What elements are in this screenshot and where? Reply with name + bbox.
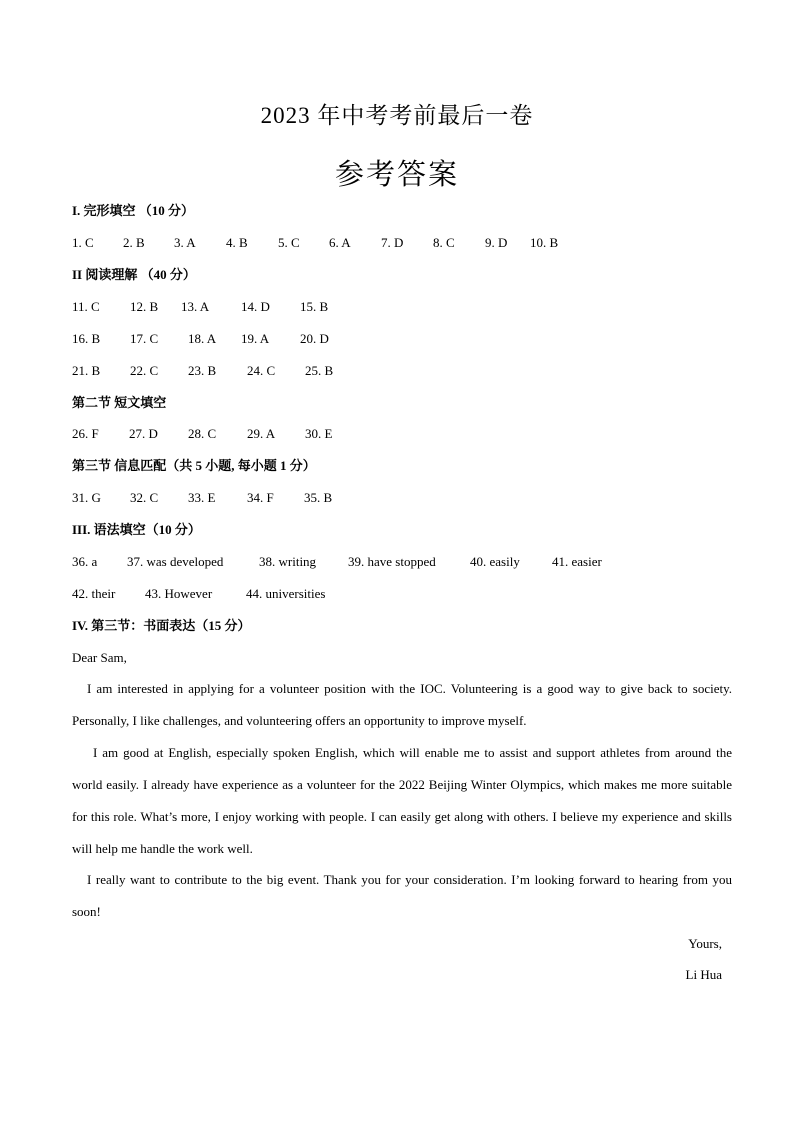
letter-paragraph-2: I am good at English, especially spoken English, which will enable me to assist and support athletes from around the world easily. I already have experience as a volunteer for the 2022 Beijing Winter Olympics, which makes me more suitable for this role. What’s more, I enjoy working with people. I can easily get along with others. I believe my experience and skills will help me handle the work well. <box>72 745 732 856</box>
letter-paragraph-1: I am interested in applying for a volunteer position with the IOC. Volunteering is a good way to give back to society. Personally, I like challenges, and volunteering offers an opportunity to improve myself. <box>72 681 732 728</box>
section-heading-grammar-fill: III. 语法填空（10 分） <box>72 522 201 537</box>
letter-greeting: Dear Sam, <box>72 650 127 665</box>
answer-item: 14. D <box>241 299 270 314</box>
answer-item: 29. A <box>247 426 276 441</box>
answer-item: 10. B <box>530 235 559 250</box>
answer-item: 8. C <box>433 235 455 250</box>
section-heading-reading: II 阅读理解 （40 分） <box>72 267 196 282</box>
answer-item: 30. E <box>305 426 333 441</box>
answer-item: 38. writing <box>259 554 317 569</box>
answer-item: 40. easily <box>470 554 520 569</box>
answer-item: 42. their <box>72 586 116 601</box>
answer-item: 43. However <box>145 586 213 601</box>
answer-item: 20. D <box>300 331 329 346</box>
letter-signature: Li Hua <box>685 967 722 982</box>
answer-item: 6. A <box>329 235 351 250</box>
answer-item: 19. A <box>241 331 270 346</box>
answer-item: 33. E <box>188 490 216 505</box>
answer-item: 41. easier <box>552 554 602 569</box>
answer-item: 37. was developed <box>127 554 224 569</box>
answer-item: 24. C <box>247 363 276 378</box>
answer-item: 1. C <box>72 235 94 250</box>
answer-item: 28. C <box>188 426 217 441</box>
answer-item: 31. G <box>72 490 101 505</box>
document-title: 2023 年中考考前最后一卷 <box>260 103 534 128</box>
answer-item: 26. F <box>72 426 99 441</box>
answer-item: 3. A <box>174 235 196 250</box>
document-subtitle: 参考答案 <box>334 159 459 191</box>
answer-item: 39. have stopped <box>348 554 436 569</box>
answer-item: 5. C <box>278 235 300 250</box>
answer-item: 27. D <box>129 426 158 441</box>
answer-item: 17. C <box>130 331 159 346</box>
answer-item: 7. D <box>381 235 404 250</box>
answer-item: 34. F <box>247 490 274 505</box>
section-heading-writing: IV. 第三节：书面表达（15 分） <box>72 618 251 633</box>
answer-item: 13. A <box>181 299 210 314</box>
section-heading-info-matching: 第三节 信息匹配（共 5 小题, 每小题 1 分） <box>72 458 316 473</box>
answer-item: 11. C <box>72 299 100 314</box>
section-heading-passage-fill: 第二节 短文填空 <box>72 395 167 410</box>
answer-item: 23. B <box>188 363 217 378</box>
answer-item: 16. B <box>72 331 101 346</box>
answer-item: 21. B <box>72 363 101 378</box>
letter-closing: Yours, <box>688 936 722 951</box>
answer-item: 22. C <box>130 363 159 378</box>
answer-item: 36. a <box>72 554 98 569</box>
answer-item: 44. universities <box>246 586 326 601</box>
section-heading-cloze: I. 完形填空 （10 分） <box>72 203 195 218</box>
answer-item: 15. B <box>300 299 329 314</box>
answer-item: 9. D <box>485 235 508 250</box>
answer-item: 18. A <box>188 331 217 346</box>
answer-item: 4. B <box>226 235 248 250</box>
answer-item: 12. B <box>130 299 159 314</box>
answer-item: 2. B <box>123 235 145 250</box>
answer-item: 25. B <box>305 363 334 378</box>
letter-paragraph-3: I really want to contribute to the big event. Thank you for your consideration. I’m looking forward to hearing from you soon! <box>72 872 732 919</box>
answer-item: 35. B <box>304 490 333 505</box>
answer-item: 32. C <box>130 490 159 505</box>
